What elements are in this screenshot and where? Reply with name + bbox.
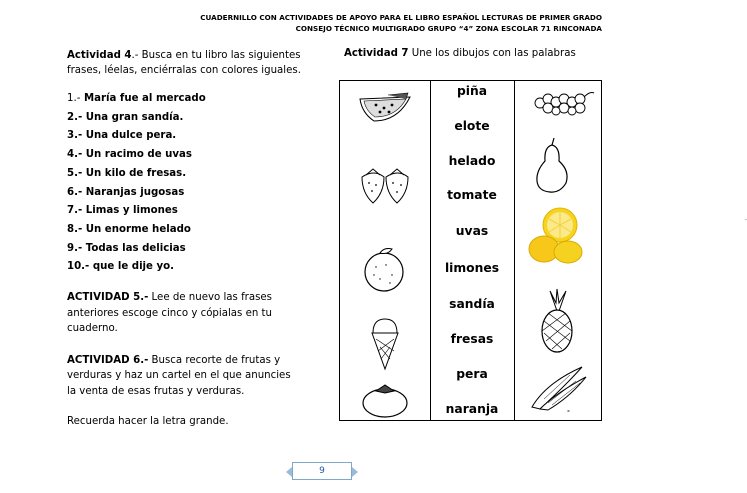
word-sandia: sandía	[449, 297, 495, 311]
actividad-5-title: ACTIVIDAD 5.-	[67, 292, 149, 304]
list-item: 6.- Naranjas jugosas	[67, 186, 185, 198]
list-item: 7.- Limas y limones	[67, 205, 178, 217]
phrase-list	[67, 90, 337, 277]
list-item: 9.- Todas las delicias	[67, 242, 186, 254]
document-header	[200, 12, 602, 34]
ice-cream-icon	[368, 315, 402, 371]
matching-table	[339, 80, 747, 421]
left-column	[67, 48, 337, 430]
list-item: 4.- Un racimo de uvas	[67, 149, 192, 161]
list-item: 1.- María fue al mercado	[67, 93, 206, 104]
word-naranja: naranja	[445, 402, 499, 416]
list-item: 3.- Una dulce pera.	[67, 130, 177, 142]
word-tomate: tomate	[447, 188, 497, 202]
word-elote: elote	[454, 119, 490, 133]
actividad-5: ACTIVIDAD 5.- Lee de nuevo las frases anteriores escoge cinco y cópialas en tu cuaderno.	[67, 292, 273, 335]
pear-icon	[532, 137, 572, 195]
actividad-4-instruction	[67, 48, 337, 63]
word-uvas: uvas	[455, 224, 489, 238]
lemons-icon	[526, 205, 584, 267]
page-number: 9	[292, 462, 352, 480]
image-credit-mark: ▪	[567, 408, 570, 413]
word-limones: limones	[444, 261, 500, 275]
word-pina: piña	[456, 84, 488, 98]
list-item: 5.- Un kilo de fresas.	[67, 167, 187, 179]
pineapple-icon	[538, 289, 576, 353]
actividad-4-title: Actividad 4	[67, 50, 132, 61]
list-item: 8.- Un enorme helado	[67, 223, 191, 235]
actividad-6: ACTIVIDAD 6.- Busca recorte de frutas y verduras y haz un cartel en el que anuncies la venta de esas frutas y verduras.	[67, 354, 291, 397]
header-line-1: CUADERNILLO CON ACTIVIDADES DE APOYO PARA EL LIBRO ESPAÑOL LECTURAS DE PRIMER GRADO	[200, 13, 602, 22]
stray-mark: .	[745, 215, 747, 222]
word-pera: pera	[456, 367, 488, 381]
word-helado: helado	[448, 154, 496, 168]
corn-icon	[526, 363, 592, 411]
actividad-7-instruction: Actividad 7 Une los dibujos con las palabras	[344, 48, 576, 59]
header-line-2: CONSEJO TÉCNICO MULTIGRADO GRUPO “4” ZONA ESCOLAR 71 RINCONADA	[295, 24, 602, 33]
list-item: 10.- que le dije yo.	[67, 261, 175, 273]
strawberries-icon	[358, 165, 412, 205]
actividad-4-text-a: .- Busca en tu libro las siguientes	[131, 50, 301, 61]
actividad-7-title: Actividad 7	[344, 48, 409, 59]
actividad-6-title: ACTIVIDAD 6.-	[67, 354, 149, 366]
watermelon-icon	[358, 93, 412, 123]
column-divider	[514, 81, 515, 420]
list-item: 2.- Una gran sandía.	[67, 111, 184, 123]
word-fresas: fresas	[450, 332, 494, 346]
tomato-icon	[360, 381, 410, 419]
grapes-icon	[530, 87, 596, 117]
reminder-text: Recuerda hacer la letra grande.	[67, 416, 229, 428]
actividad-4-text-b: frases, léelas, enciérralas con colores iguales.	[67, 65, 301, 76]
orange-icon	[362, 247, 406, 293]
